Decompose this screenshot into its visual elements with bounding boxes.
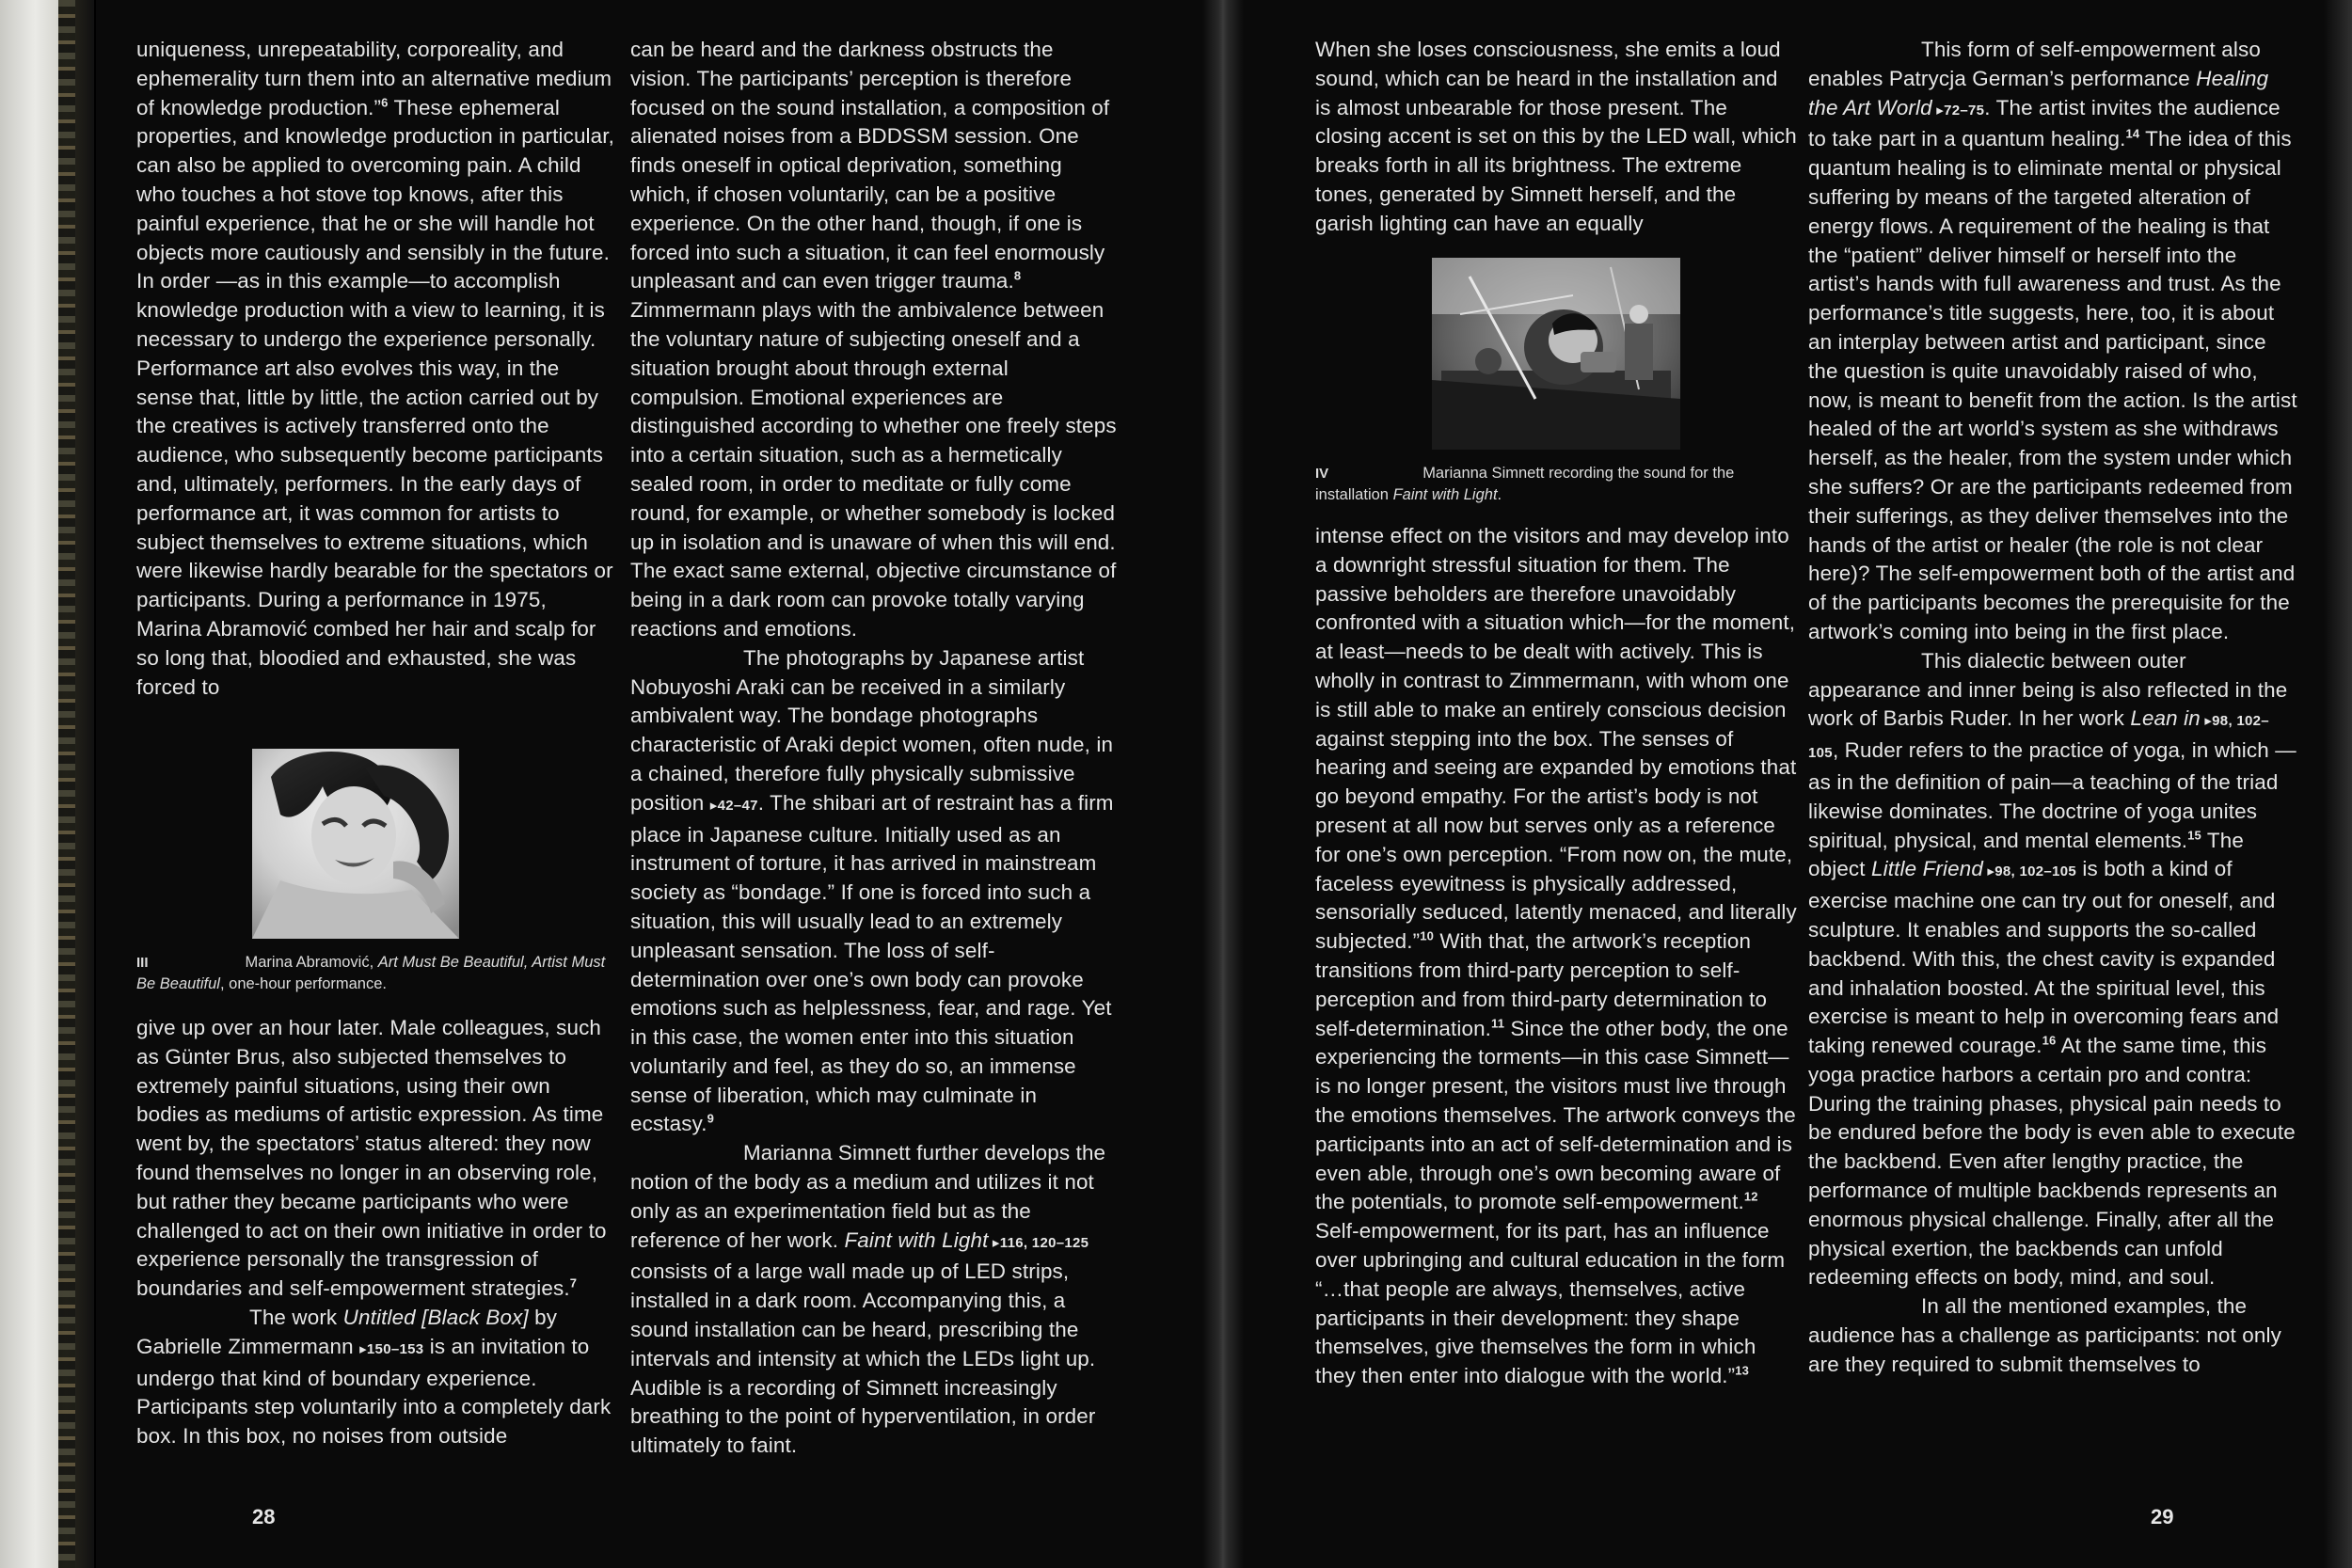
page-reference: ▸98, 102–105	[1982, 863, 2076, 880]
paragraph: The work Untitled [Black Box] by Gabrielle Zimmermann ▸150–153 is an invitation to undergo that kind of boundary experience. Participants step voluntarily into a completely dark box. In this box, no noises from outside	[136, 1305, 612, 1449]
abramovic-photo	[252, 749, 459, 939]
page-stack-edge	[0, 0, 58, 1568]
paragraph: The photographs by Japanese artist Nobuyoshi Araki can be received in a similarly ambivalent way. The bondage photographs characteristic of Araki depict women, often nude, in a chained, therefore fully physically submissive position ▸42–47. The shibari art of restraint has a firm place in Japanese culture. Initially used as an instrument of torture, it has arrived in mainstream society as “bondage.” If one is forced into such a situation, this will usually lead to an extremely unpleasant sensation. The loss of self-determination over one’s own body can provoke emotions such as helplessness, fear, and rage. Yet in this case, the women enter into this situation voluntarily and feel, as they do so, an immense sense of liberation, which may culminate in ecstasy.$^9$	[630, 645, 1114, 1136]
book-cover-edge	[58, 0, 75, 1568]
page-reference: ▸72–75	[1931, 102, 1985, 119]
left-column-2	[630, 36, 1120, 1461]
page-reference: ▸98, 102–105	[1808, 713, 2269, 762]
page-number-right: 29	[2151, 1505, 2174, 1528]
right-column-1-bottom	[1315, 522, 1797, 1391]
figure-iii-photo	[252, 749, 459, 939]
figure-iv-photo	[1432, 258, 1680, 450]
paragraph: This dialectic between outer appearance and inner being is also reflected in the work of Barbis Ruder. In her work Lean in ▸98, 102–105, Ruder refers to the practice of yoga, in which —as in the definition of pain—a teaching of the triad likewise dominates. The doctrine of yoga unites spiritual, physical, and mental elements.$^{15}$ The object Little Friend ▸98, 102–105 is both a kind of exercise machine one can try out for oneself, and sculpture. It enables and supports the so-called backbend. With this, the chest cavity is expanded and inhalation boosted. At the spiritual level, this exercise is meant to help in overcoming fears and taking renewed courage.$^{16}$ At the same time, this yoga practice harbors a certain pro and contra: During the training phases, physical pain needs to be endured before the body is even able to execute the backbend. Even after lengthy practice, the performance of multiple backbends represents an enormous physical challenge. Finally, after all the physical exertion, the backbends can unfold redeeming effects on body, mind, and soul.	[1808, 648, 2296, 1290]
page-reference: ▸150–153	[359, 1340, 424, 1357]
simnett-recording-photo	[1432, 258, 1680, 450]
right-column-1-top	[1315, 36, 1797, 239]
figure-label: III	[136, 955, 149, 971]
figure-label: IV	[1315, 466, 1329, 482]
figure-iii	[252, 749, 459, 939]
book-edge-right	[2324, 0, 2352, 1568]
right-column-2	[1808, 36, 2297, 1380]
left-column-1-bottom	[136, 1014, 616, 1451]
left-column-1-top	[136, 36, 616, 702]
paragraph: This form of self-empowerment also enables Patrycja German’s performance Healing the Art World ▸72–75. The artist invites the audience to take part in a quantum healing.$^{14}$ The idea of this quantum healing is to eliminate mental or physical suffering by means of the targeted alteration of energy flows. A requirement of the healing is that the “patient” deliver himself or herself into the artist’s hands with full awareness and trust. As the performance’s title suggests, here, too, it is about an interplay between artist and participant, since the question is quite unavoidably raised of who, now, is meant to benefit from the action. Is the artist healed of the art world’s system as she withdraws herself, as the healer, from the system under which she suffers? Or are the participants redeemed from their sufferings, as they deliver themselves into the hands of the artist or healer (the role is not clear here)? The self-empowerment both of the artist and of the participants becomes the prerequisite for the artwork’s coming into being in the first place.	[1808, 38, 2297, 643]
figure-iii-caption: III Marina Abramović, Art Must Be Beautiful, Artist Must Be Beautiful, one-hour performance.	[136, 954, 606, 992]
paragraph: can be heard and the darkness obstructs the vision. The participants’ perception is therefore focused on the sound installation, a composition of alienated noises from a BDDSSM session. One finds oneself in optical deprivation, something which, if chosen voluntarily, can be a positive experience. On the other hand, though, if one is forced into such a situation, it can feel enormously unpleasant and can even trigger trauma.$^8$ Zimmermann plays with the ambivalence between the voluntary nature of subjecting oneself and a situation brought about through external compulsion. Emotional experiences are distinguished according to whether one freely steps into a certain situation, such as a hermetically sealed room, in order to meditate or fully come round, for example, or whether somebody is locked up in isolation and is unaware of when this will end. The exact same external, objective circumstance of being in a dark room can provoke totally varying reactions and emotions.	[630, 38, 1117, 641]
figure-iv-caption: IV Marianna Simnett recording the sound for the installation Faint with Light.	[1315, 465, 1735, 503]
page-reference: ▸42–47	[709, 797, 758, 814]
paragraph: uniqueness, unrepeatability, corporeality, and ephemerality turn them into an alternative medium of knowledge production.”$^6$ These ephemeral properties, and knowledge production in particular, can also be applied to overcoming pain. A child who touches a hot stove top knows, after this painful experience, that he or she will handle hot objects more cautiously and sensibly in the future. In order —as in this example—to accomplish knowledge production with a view to learning, it is necessary to undergo the experience personally. Performance art also evolves this way, in the sense that, little by little, the action carried out by the creatives is actively transferred onto the audience, who subsequently become participants and, ultimately, performers. In the early days of performance art, it was common for artists to subject themselves to extreme situations, which were likewise hardly bearable for the spectators or participants. During a performance in 1975, Marina Abramović combed her hair and scalp for so long that, bloodied and exhausted, she was forced to	[136, 38, 615, 699]
paragraph: give up over an hour later. Male colleagues, such as Günter Brus, also subjected themselves to extremely painful situations, using their own bodies as mediums of artistic expression. As time went by, the spectators’ status altered: they now found themselves no longer in an observing role, but rather they became participants who were challenged to act on their own initiative in order to experience personally the transgression of boundaries and self-empowerment strategies.$^7$	[136, 1016, 607, 1301]
paragraph: When she loses consciousness, she emits a loud sound, which can be heard in the installation and is almost unbearable for those present. The closing accent is set on this by the LED wall, which breaks forth in all its brightness. The extreme tones, generated by Simnett herself, and the garish lighting can have an equally	[1315, 38, 1797, 235]
book-edge-left	[0, 0, 96, 1568]
page-number-left: 28	[252, 1505, 276, 1528]
figure-iv	[1432, 258, 1680, 450]
paragraph: In all the mentioned examples, the audience has a challenge as participants: not only are they required to submit themselves to	[1808, 1294, 2281, 1376]
paragraph: intense effect on the visitors and may develop into a downright stressful situation for them. The passive beholders are therefore unavoidably confronted with a situation which—for the moment, at least—needs to be dealt with actively. This is wholly in contrast to Zimmermann, with whom one is still able to make an entirely conscious decision against stepping into the box. The senses of hearing and seeing are expanded by emotions that go beyond empathy. For the artist’s body is not present at all now but serves only as a reference for one’s own perception. “From now on, the mute, faceless eyewitness is physically addressed, sensorially seduced, latently menaced, and literally subjected.”$^{10}$ With that, the artwork’s reception transitions from third-party perception to self-perception and from third-party determination to self-determination.$^{11}$ Since the other body, the one experiencing the torments—in this case Simnett—is no longer present, the visitors must live through the emotions themselves. The artwork conveys the participants into an act of self-determination and is even able, through one’s own becoming aware of the potentials, to promote self-empowerment.$^{12}$ Self-empowerment, for its part, has an influence over upbringing and cultural education in the form “…that people are always, themselves, active participants in their development: they shape themselves, give themselves the form in which they then enter into dialogue with the world.”$^{13}$	[1315, 524, 1797, 1388]
paragraph: Marianna Simnett further develops the notion of the body as a medium and utilizes it not only as an experimentation field but as the reference of her work. Faint with Light ▸116, 120–125 consists of a large wall made up of LED strips, installed in a dark room. Accompanying this, a sound installation can be heard, prescribing the intervals and intensity at which the LEDs light up. Audible is a recording of Simnett increasingly breathing to the point of hyperventilation, in order ultimately to faint.	[630, 1141, 1106, 1458]
book-spine	[1202, 0, 1244, 1568]
page-reference: ▸116, 120–125	[988, 1234, 1089, 1251]
